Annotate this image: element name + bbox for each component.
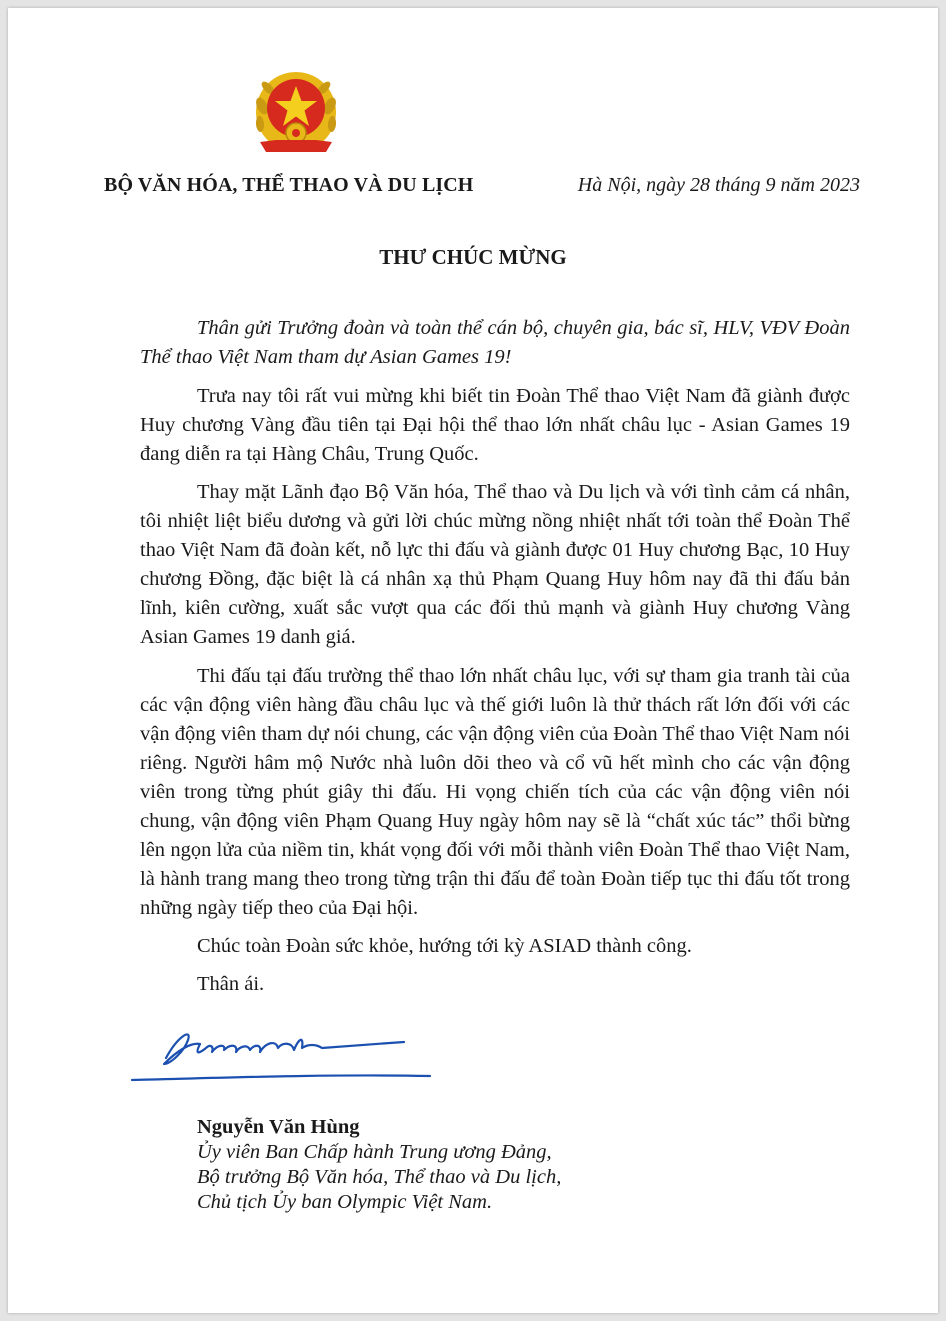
national-emblem-icon xyxy=(246,66,346,166)
greeting: Thân gửi Trưởng đoàn và toàn thể cán bộ, chuyên gia, bác sĩ, HLV, VĐV Đoàn Thể thao Việt Nam tham dự Asian Games 19! xyxy=(140,317,850,368)
letter-page xyxy=(8,8,938,1313)
signer-block xyxy=(197,1115,561,1215)
handwritten-signature xyxy=(126,1018,436,1093)
emblem-ribbon xyxy=(260,140,332,152)
paragraph-2: Thay mặt Lãnh đạo Bộ Văn hóa, Thể thao và Du lịch và với tình cảm cá nhân, tôi nhiệt liệt biểu dương và gửi lời chúc mừng nồng nhiệt nhất tới toàn thể Đoàn Thể thao Việt Nam đã đoàn kết, nỗ lực thi đấu và giành được 01 Huy chương Bạc, 10 Huy chương Đồng, đặc biệt là cá nhân xạ thủ Phạm Quang Huy hôm nay đã thi đấu bản lĩnh, kiên cường, xuất sắc vượt qua các đối thủ mạnh và giành Huy chương Vàng Asian Games 19 danh giá. xyxy=(140,481,850,648)
dateline: Hà Nội, ngày 28 tháng 9 năm 2023 xyxy=(577,174,860,196)
paragraph-1: Trưa nay tôi rất vui mừng khi biết tin Đoàn Thể thao Việt Nam đã giành được Huy chương Vàng đầu tiên tại Đại hội thể thao lớn nhất châu lục - Asian Games 19 đang diễn ra tại Hàng Châu, Trung Quốc. xyxy=(140,384,850,465)
signer-role-3: Chủ tịch Ủy ban Olympic Việt Nam. xyxy=(197,1191,493,1213)
closing: Thân ái. xyxy=(197,973,265,995)
signer-role-1: Ủy viên Ban Chấp hành Trung ương Đảng, xyxy=(197,1141,552,1163)
letter-body xyxy=(140,314,850,1008)
paragraph-4: Chúc toàn Đoàn sức khỏe, hướng tới kỳ ASIAD thành công. xyxy=(197,935,692,957)
letter-title: THƯ CHÚC MỪNG xyxy=(379,245,567,269)
signer-role-2: Bộ trưởng Bộ Văn hóa, Thể thao và Du lịch, xyxy=(197,1166,562,1188)
ministry-name: BỘ VĂN HÓA, THỂ THAO VÀ DU LỊCH xyxy=(104,174,474,196)
signer-name: Nguyễn Văn Hùng xyxy=(197,1116,360,1138)
paragraph-3: Thi đấu tại đấu trường thể thao lớn nhất châu lục, với sự tham gia tranh tài của các vận động viên hàng đầu châu lục và thế giới luôn là thử thách rất lớn đối với các vận động viên tham dự nói chung, các vận động viên của Đoàn Thể thao Việt Nam nói riêng. Người hâm mộ Nước nhà luôn dõi theo và cổ vũ hết mình cho các vận động viên trong từng phút giây thi đấu. Hi vọng chiến tích của các vận động viên nói chung, vận động viên Phạm Quang Huy ngày hôm nay sẽ là “chất xúc tác” thổi bừng lên ngọn lửa của niềm tin, khát vọng đối với mỗi thành viên Đoàn Thể thao Việt Nam, là hành trang mang theo trong từng trận thi đấu để toàn Đoàn tiếp tục thi đấu tốt trong những ngày tiếp theo của Đại hội. xyxy=(140,664,850,919)
